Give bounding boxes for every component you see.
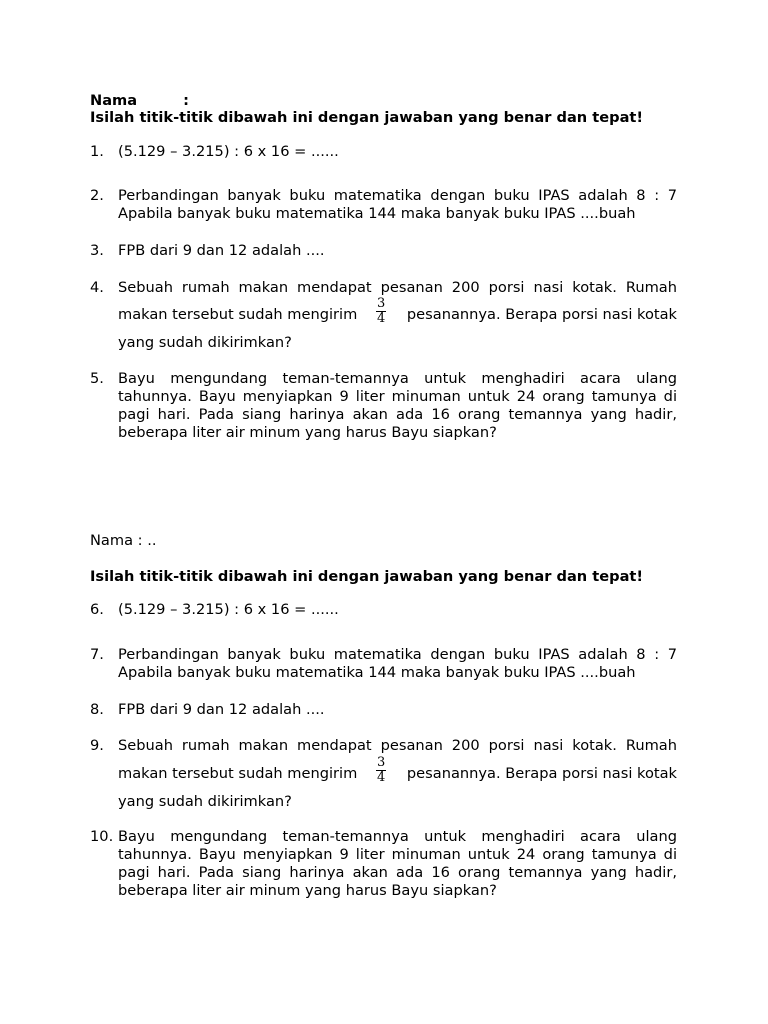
question-line: pesanannya. Berapa porsi nasi kotak (406, 765, 677, 782)
question-line: yang sudah dikirimkan? (118, 334, 292, 351)
question-line: makan tersebut sudah mengirim (118, 306, 358, 323)
question-number: 5. (90, 370, 104, 387)
question-number: 3. (90, 242, 104, 259)
question-number: 1. (90, 143, 104, 160)
fraction-numerator: 3 (377, 755, 386, 770)
question-line: pesanannya. Berapa porsi nasi kotak (406, 306, 677, 323)
question-number: 10. (90, 828, 114, 845)
question-text (118, 828, 677, 900)
question-line: Apabila banyak buku matematika 144 maka banyak buku IPAS ....buah (118, 205, 636, 222)
question-line: beberapa liter air minum yang harus Bayu siapkan? (118, 424, 497, 441)
question-number: 4. (90, 279, 104, 296)
nama-label: Nama (90, 92, 138, 109)
fraction-line (118, 755, 677, 789)
fraction (376, 756, 386, 785)
question-line: tahunnya. Bayu menyiapkan 9 liter minuman untuk 24 orang tamunya di (118, 388, 677, 405)
question-number: 8. (90, 701, 104, 718)
instruction: Isilah titik-titik dibawah ini dengan jawaban yang benar dan tepat! (90, 109, 644, 126)
question-text: FPB dari 9 dan 12 adalah .... (118, 701, 325, 718)
question-text (118, 279, 677, 351)
question-line: Perbandingan banyak buku matematika dengan buku IPAS adalah 8 : 7 (118, 187, 677, 204)
fraction (376, 297, 386, 326)
question-number: 7. (90, 646, 104, 663)
question-number: 9. (90, 737, 104, 754)
fraction-numerator: 3 (377, 296, 386, 311)
question-line: Sebuah rumah makan mendapat pesanan 200 porsi nasi kotak. Rumah (118, 737, 677, 754)
question-line: Apabila banyak buku matematika 144 maka banyak buku IPAS ....buah (118, 664, 636, 681)
nama-field: Nama : .. (90, 532, 157, 549)
question-line: yang sudah dikirimkan? (118, 793, 292, 810)
nama-field (90, 92, 189, 110)
question-text (118, 737, 677, 810)
question-line: Bayu mengundang teman-temannya untuk menghadiri acara ulang (118, 828, 677, 845)
question-line: pagi hari. Pada siang harinya akan ada 16 orang temannya yang hadir, (118, 864, 677, 881)
question-line: makan tersebut sudah mengirim (118, 765, 358, 782)
fraction-denominator: 4 (377, 770, 386, 785)
nama-colon: : (183, 92, 189, 109)
question-number: 2. (90, 187, 104, 204)
question-line: pagi hari. Pada siang harinya akan ada 16 orang temannya yang hadir, (118, 406, 677, 423)
question-text: (5.129 – 3.215) : 6 x 16 = ...... (118, 143, 339, 160)
instruction: Isilah titik-titik dibawah ini dengan jawaban yang benar dan tepat! (90, 568, 644, 585)
fraction-denominator: 4 (377, 311, 386, 326)
question-number: 6. (90, 601, 104, 618)
question-text (118, 187, 677, 223)
question-text (118, 370, 677, 442)
question-text (118, 646, 677, 682)
question-line: tahunnya. Bayu menyiapkan 9 liter minuman untuk 24 orang tamunya di (118, 846, 677, 863)
fraction-line (118, 297, 677, 331)
question-text: (5.129 – 3.215) : 6 x 16 = ...... (118, 601, 339, 618)
question-line: Sebuah rumah makan mendapat pesanan 200 porsi nasi kotak. Rumah (118, 279, 677, 296)
question-line: Perbandingan banyak buku matematika dengan buku IPAS adalah 8 : 7 (118, 646, 677, 663)
question-text: FPB dari 9 dan 12 adalah .... (118, 242, 325, 259)
question-line: beberapa liter air minum yang harus Bayu siapkan? (118, 882, 497, 899)
question-line: Bayu mengundang teman-temannya untuk menghadiri acara ulang (118, 370, 677, 387)
